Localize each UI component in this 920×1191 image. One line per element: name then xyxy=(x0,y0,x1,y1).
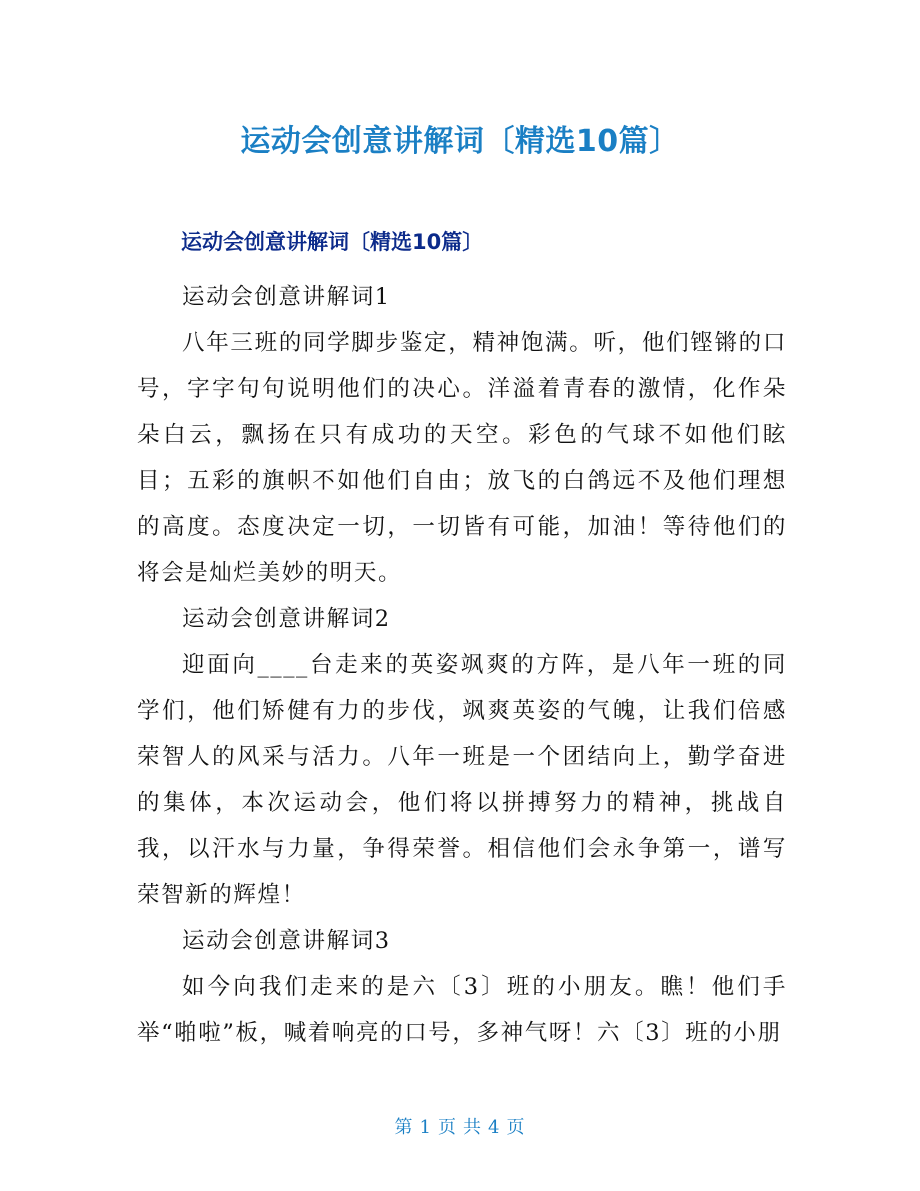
page-footer xyxy=(0,1113,920,1139)
footer-label-ye2: 页 xyxy=(506,1117,526,1138)
footer-label-gong: 共 xyxy=(463,1117,482,1138)
document-subtitle: 运动会创意讲解词〔精选10篇〕 xyxy=(181,230,484,254)
footer-total-pages: 4 xyxy=(488,1117,501,1138)
section-paragraph-3: 如今向我们走来的是六〔3〕班的小朋友。瞧！他们手举“啪啦”板，喊着响亮的口号，多神气呀！六〔3〕班的小朋 xyxy=(137,974,787,1046)
document-body xyxy=(137,274,787,1056)
section-paragraph-2: 迎面向____台走来的英姿飒爽的方阵，是八年一班的同学们，他们矫健有力的步伐，飒爽英姿的气魄，让我们倍感荣智人的风采与活力。八年一班是一个团结向上，勤学奋进的集体，本次运动会，他们将以拼搏努力的精神，挑战自我，以汗水与力量，争得荣誉。相信他们会永争第一，谱写荣智新的辉煌！ xyxy=(137,652,787,908)
section-heading-1: 运动会创意讲解词1 xyxy=(182,284,391,310)
footer-label-ye: 页 xyxy=(438,1117,457,1138)
footer-page-number: 1 xyxy=(419,1117,432,1138)
section-heading-3: 运动会创意讲解词3 xyxy=(182,928,391,954)
section-heading-2: 运动会创意讲解词2 xyxy=(182,606,391,632)
footer-label-di: 第 xyxy=(394,1117,414,1138)
document-title: 运动会创意讲解词〔精选10篇〕 xyxy=(240,124,680,159)
section-paragraph-1: 八年三班的同学脚步鉴定，精神饱满。听，他们铿锵的口号，字字句句说明他们的决心。洋溢着青春的激情，化作朵朵白云，飘扬在只有成功的天空。彩色的气球不如他们眩目；五彩的旗帜不如他们自由；放飞的白鸽远不及他们理想的高度。态度决定一切，一切皆有可能，加油！等待他们的将会是灿烂美妙的明天。 xyxy=(137,330,787,586)
